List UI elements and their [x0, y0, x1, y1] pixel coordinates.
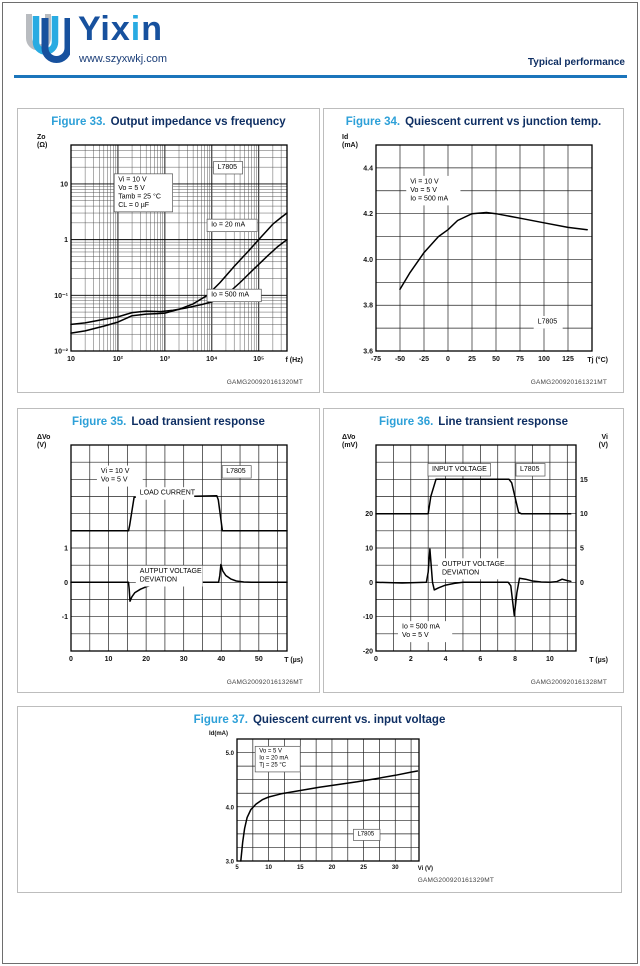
- svg-text:50: 50: [491, 356, 500, 363]
- chart-quiescent-vs-input: [205, 729, 435, 887]
- svg-text:Vi (V): Vi (V): [417, 866, 433, 872]
- figure-label: Figure 35.: [72, 416, 127, 428]
- figure-name: Line transient response: [438, 416, 569, 428]
- brand-wordmark: [78, 10, 163, 49]
- svg-text:6: 6: [477, 656, 482, 663]
- series-0: [400, 213, 587, 290]
- svg-text:10⁻²: 10⁻²: [53, 348, 68, 356]
- figure-title: [18, 707, 621, 726]
- svg-text:L7805: L7805: [356, 831, 374, 838]
- svg-text:(Ω): (Ω): [36, 142, 47, 149]
- website-url: www.szyxwkj.com: [79, 53, 168, 65]
- svg-text:Tj = 25 °C: Tj = 25 °C: [258, 762, 286, 769]
- header-rule: [14, 75, 627, 78]
- svg-text:10: 10: [104, 656, 112, 663]
- figure-title: [18, 109, 319, 128]
- svg-text:Id: Id: [341, 134, 348, 141]
- svg-text:20: 20: [364, 511, 373, 519]
- svg-text:30: 30: [391, 865, 399, 871]
- svg-text:DEVIATION: DEVIATION: [139, 576, 177, 584]
- svg-text:(mA): (mA): [341, 142, 358, 149]
- figure-panel-33: [17, 108, 320, 393]
- svg-text:ΔVo: ΔVo: [341, 434, 355, 441]
- svg-text:Vi: Vi: [601, 434, 608, 441]
- svg-text:3.8: 3.8: [362, 302, 373, 310]
- page-header: [0, 0, 640, 92]
- svg-text:10: 10: [579, 511, 588, 519]
- svg-text:Vi = 10 V: Vi = 10 V: [117, 176, 147, 184]
- svg-text:ΔVo: ΔVo: [36, 434, 50, 441]
- figure-panel-37: [17, 706, 622, 893]
- figure-title: [18, 409, 319, 428]
- svg-text:4.0: 4.0: [225, 805, 234, 812]
- svg-text:10⁻¹: 10⁻¹: [53, 292, 68, 300]
- svg-text:10: 10: [264, 865, 272, 871]
- svg-text:50: 50: [254, 656, 263, 663]
- svg-text:-20: -20: [362, 648, 373, 656]
- chart-annotations: [114, 161, 261, 301]
- figure-name: Quiescent current vs junction temp.: [405, 116, 602, 128]
- svg-text:100: 100: [537, 356, 550, 363]
- figure-title: [324, 109, 623, 128]
- svg-text:T (µs): T (µs): [283, 657, 303, 664]
- svg-text:T (µs): T (µs): [588, 657, 608, 664]
- svg-text:Vi = 10 V: Vi = 10 V: [100, 468, 129, 476]
- svg-text:10: 10: [364, 545, 373, 553]
- brand-accent-letter: i: [130, 10, 142, 48]
- svg-text:-10: -10: [362, 614, 373, 622]
- svg-text:Io = 500 mA: Io = 500 mA: [409, 195, 448, 203]
- chart-axis-labels: [37, 134, 303, 364]
- chart-axis-labels: [209, 731, 433, 872]
- svg-text:2: 2: [408, 656, 413, 663]
- svg-text:4.4: 4.4: [362, 165, 373, 173]
- svg-text:(V): (V): [36, 442, 46, 449]
- svg-text:Tj (°C): Tj (°C): [586, 357, 608, 364]
- svg-text:L7805: L7805: [225, 468, 246, 476]
- svg-text:10³: 10³: [159, 356, 170, 363]
- svg-text:DEVIATION: DEVIATION: [441, 569, 479, 577]
- svg-text:L7805: L7805: [519, 466, 539, 474]
- figure-code: GAMG200920161321MT: [530, 379, 607, 386]
- svg-text:10⁴: 10⁴: [205, 356, 217, 363]
- chart-load-transient: [33, 431, 305, 681]
- svg-text:0: 0: [368, 579, 373, 587]
- figure-code: GAMG200920161320MT: [226, 379, 303, 386]
- series-0: [71, 496, 287, 531]
- svg-text:INPUT VOLTAGE: INPUT VOLTAGE: [431, 466, 487, 474]
- svg-text:LOAD CURRENT: LOAD CURRENT: [139, 489, 195, 497]
- figure-panel-34: [323, 108, 624, 393]
- svg-text:20: 20: [328, 865, 335, 871]
- svg-text:f (Hz): f (Hz): [285, 357, 303, 364]
- figure-title: [324, 409, 623, 428]
- svg-text:15: 15: [579, 476, 588, 484]
- svg-text:20: 20: [141, 656, 150, 663]
- svg-text:10²: 10²: [112, 356, 123, 363]
- figure-code: GAMG200920161328MT: [530, 679, 607, 686]
- svg-text:-75: -75: [370, 356, 381, 363]
- svg-text:8: 8: [512, 656, 517, 663]
- svg-text:Vo = 5 V: Vo = 5 V: [258, 748, 282, 755]
- svg-text:0: 0: [63, 579, 68, 587]
- svg-text:10: 10: [66, 356, 75, 363]
- svg-text:Io = 20 mA: Io = 20 mA: [210, 221, 245, 229]
- svg-text:5: 5: [579, 545, 584, 553]
- svg-text:25: 25: [359, 865, 367, 871]
- svg-text:Tamb = 25 °C: Tamb = 25 °C: [117, 193, 161, 201]
- svg-text:25: 25: [467, 356, 476, 363]
- chart-output-impedance: [33, 131, 305, 381]
- figure-label: Figure 37.: [193, 714, 248, 726]
- figure-name: Quiescent current vs. input voltage: [252, 714, 446, 726]
- svg-text:10: 10: [59, 181, 68, 189]
- svg-text:(mV): (mV): [341, 442, 358, 449]
- section-label: Typical performance: [527, 57, 625, 68]
- svg-text:Vo = 5 V: Vo = 5 V: [401, 632, 429, 640]
- svg-text:-50: -50: [394, 356, 405, 363]
- brand-part2: n: [141, 10, 164, 48]
- svg-text:5: 5: [234, 865, 239, 871]
- svg-text:0: 0: [373, 656, 378, 663]
- svg-text:4.0: 4.0: [362, 256, 373, 264]
- svg-text:0: 0: [445, 356, 450, 363]
- figure-label: Figure 36.: [378, 416, 434, 428]
- figure-label: Figure 34.: [345, 116, 401, 128]
- svg-text:3.0: 3.0: [225, 859, 234, 866]
- svg-text:AUTPUT VOLTAGE: AUTPUT VOLTAGE: [139, 568, 202, 576]
- svg-text:10⁵: 10⁵: [252, 356, 264, 363]
- chart-line-transient: [338, 431, 610, 681]
- svg-text:15: 15: [296, 865, 304, 871]
- figure-panel-36: [323, 408, 624, 693]
- figure-code: GAMG200920161329MT: [417, 877, 494, 884]
- svg-text:Zo: Zo: [36, 134, 46, 141]
- figure-code: GAMG200920161326MT: [226, 679, 303, 686]
- figure-name: Output impedance vs frequency: [110, 116, 286, 128]
- figure-label: Figure 33.: [51, 116, 106, 128]
- svg-text:3.6: 3.6: [362, 348, 373, 356]
- chart-annotations: [406, 176, 562, 329]
- svg-text:OUTPUT VOLTAGE: OUTPUT VOLTAGE: [441, 560, 505, 568]
- svg-text:10: 10: [545, 656, 554, 663]
- svg-text:Vi = 10 V: Vi = 10 V: [409, 178, 439, 186]
- chart-axis-labels: [37, 434, 303, 664]
- chart-quiescent-vs-temp: [338, 131, 610, 381]
- yixin-logo-icon: [24, 12, 70, 71]
- svg-text:L7805: L7805: [537, 318, 557, 326]
- svg-text:-1: -1: [61, 614, 68, 622]
- svg-text:75: 75: [515, 356, 524, 363]
- svg-text:4: 4: [443, 656, 448, 663]
- svg-text:40: 40: [216, 656, 225, 663]
- svg-text:4.2: 4.2: [362, 211, 373, 219]
- svg-text:Io = 20 mA: Io = 20 mA: [258, 755, 288, 762]
- svg-text:Id(mA): Id(mA): [208, 731, 228, 737]
- figure-name: Load transient response: [131, 416, 265, 428]
- svg-text:0: 0: [579, 579, 584, 587]
- svg-text:CL = 0 µF: CL = 0 µF: [117, 201, 149, 209]
- chart-annotations: [96, 466, 250, 587]
- svg-text:30: 30: [179, 656, 188, 663]
- svg-text:Vo = 5 V: Vo = 5 V: [100, 476, 128, 484]
- svg-text:(V): (V): [598, 442, 608, 449]
- svg-text:L7805: L7805: [217, 163, 237, 171]
- svg-text:Io = 500 mA: Io = 500 mA: [210, 291, 249, 299]
- svg-text:Io = 500 mA: Io = 500 mA: [401, 623, 440, 631]
- logo-u-icon: [24, 12, 70, 66]
- svg-text:Vo = 5 V: Vo = 5 V: [117, 184, 145, 192]
- svg-text:1: 1: [63, 237, 68, 245]
- brand-part1: Yix: [78, 10, 131, 48]
- chart-annotations: [398, 464, 545, 643]
- svg-text:125: 125: [561, 356, 574, 363]
- svg-text:5.0: 5.0: [225, 751, 234, 758]
- svg-text:Vo = 5 V: Vo = 5 V: [409, 186, 437, 194]
- figure-panel-35: [17, 408, 320, 693]
- svg-text:1: 1: [63, 545, 68, 553]
- svg-text:-25: -25: [418, 356, 429, 363]
- svg-text:0: 0: [68, 656, 73, 663]
